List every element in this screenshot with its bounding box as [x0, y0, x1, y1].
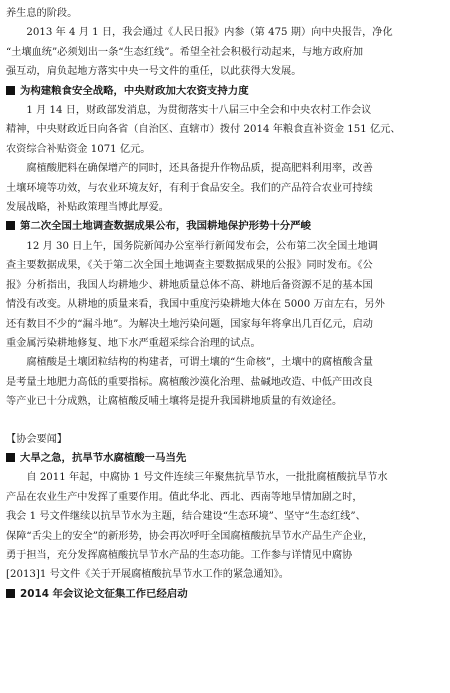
- text-line: “土壤血统”必须划出一条“生态红线”。希望全社会积极行动起来，与地方政府加: [6, 46, 364, 58]
- heading-text: 第二次全国土地调查数据成果公布，我国耕地保护形势十分严峻: [20, 220, 311, 233]
- section-heading: [6, 82, 444, 101]
- square-bullet-icon: [6, 221, 15, 230]
- text-line: 发展战略，补贴政策理当博此厚爱。: [6, 202, 169, 214]
- text-line: 腐植酸是土壤团粒结构的构建者，可谓土壤的“生命核”，土壤中的腐植酸含量: [26, 357, 373, 369]
- text-line: 查主要数据成果，《关于第二次全国土地调查主要数据成果的公报》同时发布。《公: [6, 260, 373, 272]
- text-line: 是考量土地肥力高低的重要指标。腐植酸沙漠化治理、盐碱地改造、中低产田改良: [6, 376, 373, 388]
- text-line: 保障“舌尖上的安全”的新形势，协会再次呼吁全国腐植酸抗旱节水产品生产企业，: [6, 530, 373, 542]
- text-line: 1 月 14 日，财政部发消息，为贯彻落实十八届三中全会和中央农村工作会议: [26, 105, 372, 117]
- section-label: 【协会要闻】: [6, 433, 68, 445]
- text-line: 还有数目不少的“漏斗地”。为解决土地污染问题，国家每年将拿出几百亿元，启动: [6, 318, 373, 330]
- section-heading: [6, 449, 444, 468]
- text-line: 强互动，肩负起地方落实中央一号文件的重任，以此获得大发展。: [6, 66, 302, 78]
- text-line: 产品在农业生产中发挥了重要作用。值此华北、西北、西南等地旱情加剧之时，: [6, 491, 363, 503]
- text-line: 勇于担当，充分发挥腐植酸抗旱节水产品的生态功能。工作参与详情见中腐协: [6, 549, 353, 561]
- square-bullet-icon: [6, 86, 15, 95]
- square-bullet-icon: [6, 589, 15, 598]
- text-line: 报》分析指出，我国人均耕地少、耕地质量总体不高、耕地后备资源不足的基本国: [6, 279, 373, 291]
- heading-text: 2014 年会议论文征集工作已经启动: [20, 587, 188, 600]
- section-heading: [6, 585, 444, 604]
- text-line: 重金属污染耕地修复、地下水严重超采综合治理的试点。: [6, 337, 261, 349]
- text-line: 腐植酸肥料在确保增产的同时，还具备提升作物品质，提高肥料利用率，改善: [26, 163, 373, 175]
- square-bullet-icon: [6, 453, 15, 462]
- heading-text: 为构建粮食安全战略，中央财政加大农资支持力度: [20, 84, 249, 97]
- text-line: 12 月 30 日上午，国务院新闻办公室举行新闻发布会，公布第二次全国土地调: [26, 240, 378, 252]
- text-line: 我会 1 号文件继续以抗旱节水为主题，结合建设“生态环境”、坚守“生态红线”、: [6, 511, 366, 523]
- section-heading: [6, 217, 444, 236]
- text-line: 情没有改变。从耕地的质量来看，我国中重度污染耕地大体在 5000 万亩左右，另外: [6, 299, 385, 311]
- heading-text: 大旱之急，抗旱节水腐植酸一马当先: [20, 451, 187, 464]
- text-line: 等产业已十分成熟，让腐植酸反哺土壤将是提升我国耕地质量的有效途径。: [6, 396, 343, 408]
- text-line: 自 2011 年起，中腐协 1 号文件连续三年聚焦抗旱节水，一批批腐植酸抗旱节水: [26, 472, 388, 484]
- text-line: 2013 年 4 月 1 日，我会通过《人民日报》内参（第 475 期）向中央报告，净化: [26, 27, 393, 39]
- text-line: 农资综合补贴资金 1071 亿元。: [6, 143, 151, 155]
- text-line: 精神，中央财政近日向各省（自治区、直辖市）拨付 2014 年粮食直补资金 151 亿元、: [6, 124, 401, 136]
- text-line: [2013]1 号文件《关于开展腐植酸抗旱节水工作的紧急通知》。: [6, 569, 289, 581]
- text-line: 养生息的阶段。: [6, 8, 78, 19]
- text-line: 土壤环境等功效，与农业环境友好，有利于食品安全。我们的产品符合农业可持续: [6, 182, 373, 194]
